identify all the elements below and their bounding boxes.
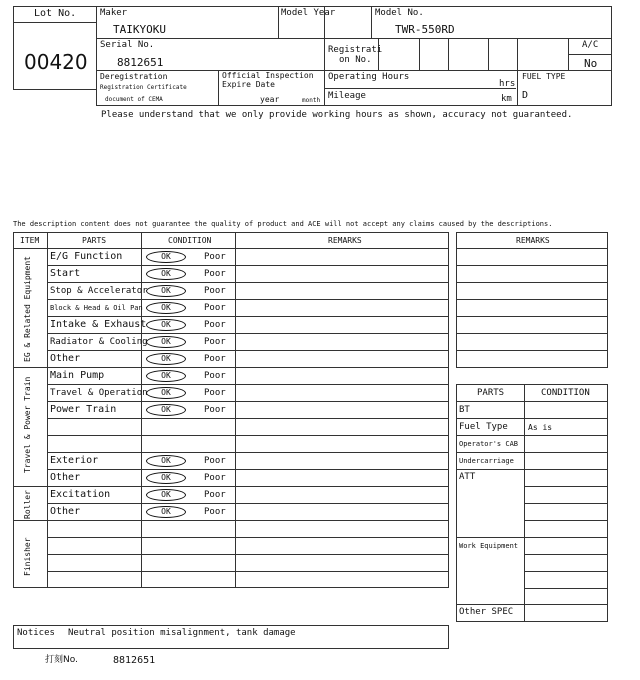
- col-condition-header: CONDITION: [168, 236, 212, 245]
- hrs-label: hrs: [499, 79, 516, 89]
- poor-option: Poor: [204, 252, 226, 262]
- registration-label-1: Registrati: [328, 45, 383, 55]
- right-part-bt: BT: [459, 405, 470, 415]
- part-label: Other: [50, 353, 81, 364]
- ok-selected: OK: [146, 506, 186, 518]
- disclaimer: The description content does not guarantee the quality of product and ACE will not accept any claims caused by the descriptions.: [13, 220, 553, 228]
- poor-option: Poor: [204, 507, 226, 517]
- stamp-label: 打刻No.: [45, 655, 78, 665]
- ac-label: A/C: [582, 40, 599, 50]
- model-no-label: Model No.: [375, 8, 424, 18]
- ok-selected: OK: [146, 472, 186, 484]
- part-label: Excitation: [50, 489, 111, 500]
- part-label: Exterior: [50, 455, 99, 466]
- km-label: km: [501, 94, 512, 104]
- operating-hours-label: Operating Hours: [328, 72, 410, 82]
- group-label-finisher: Finisher: [23, 537, 32, 576]
- right-parts-header: PARTS: [477, 388, 505, 398]
- registration-label-2: on No.: [339, 55, 372, 65]
- hours-note: Please understand that we only provide working hours as shown, accuracy not guaranteed.: [101, 110, 573, 120]
- ok-selected: OK: [146, 404, 186, 416]
- ok-selected: OK: [146, 302, 186, 314]
- official-inspection-label-1: Official Inspection: [222, 71, 314, 80]
- model-year-label: Model Year: [281, 8, 336, 18]
- col-item-header: ITEM: [20, 236, 40, 245]
- ok-selected: OK: [146, 251, 186, 263]
- col-remarks-header: REMARKS: [328, 236, 362, 245]
- group-label-eg: EG & Related Equipment: [23, 256, 32, 362]
- poor-option: Poor: [204, 286, 226, 296]
- poor-option: Poor: [204, 473, 226, 483]
- part-label: Travel & Operation: [50, 388, 148, 398]
- part-label: Intake & Exhaust: [50, 319, 147, 330]
- maker-value: TAIKYOKU: [113, 23, 166, 36]
- right-part-undercarriage: Undercarriage: [459, 457, 514, 465]
- registration-certificate-label: Registration Certificate: [100, 84, 187, 91]
- col-parts-header: PARTS: [82, 236, 107, 245]
- mileage-label: Mileage: [328, 91, 366, 101]
- right-part-other-spec: Other SPEC: [459, 607, 514, 617]
- month-label: month: [302, 97, 321, 104]
- part-label: Start: [50, 268, 81, 279]
- ok-selected: OK: [146, 387, 186, 399]
- notices-label: Notices: [17, 628, 55, 638]
- poor-option: Poor: [204, 303, 226, 313]
- model-no-value: TWR-550RD: [395, 23, 455, 36]
- poor-option: Poor: [204, 405, 226, 415]
- poor-option: Poor: [204, 320, 226, 330]
- official-inspection-label-2: Expire Date: [222, 80, 275, 89]
- right-condition-header: CONDITION: [541, 388, 590, 398]
- year-label: year: [260, 95, 280, 104]
- serial-no-value: 8812651: [117, 56, 164, 69]
- part-label: Stop & Accelerator: [50, 286, 148, 296]
- ok-selected: OK: [146, 455, 186, 467]
- ok-selected: OK: [146, 370, 186, 382]
- fuel-type-value: D: [522, 90, 529, 101]
- part-label: Main Pump: [50, 370, 105, 381]
- document-cema-label: document of CEMA: [105, 96, 163, 103]
- poor-option: Poor: [204, 269, 226, 279]
- lot-no-label: Lot No.: [34, 8, 77, 19]
- ok-selected: OK: [146, 285, 186, 297]
- ok-selected: OK: [146, 489, 186, 501]
- part-label: Other: [50, 506, 81, 517]
- ok-selected: OK: [146, 319, 186, 331]
- part-label: Block & Head & Oil Pan: [50, 304, 143, 312]
- poor-option: Poor: [204, 456, 226, 466]
- ac-value: No: [584, 57, 598, 70]
- right-part-work-equipment: Work Equipment: [459, 542, 519, 550]
- serial-no-label: Serial No.: [100, 40, 155, 50]
- right-part-operator-cab: Operator's CAB: [459, 440, 519, 448]
- poor-option: Poor: [204, 490, 226, 500]
- group-label-travel: Travel & Power Train: [23, 376, 32, 473]
- part-label: E/G Function: [50, 251, 123, 262]
- poor-option: Poor: [204, 371, 226, 381]
- group-label-roller: Roller: [23, 490, 32, 519]
- maker-label: Maker: [100, 8, 128, 18]
- lot-no: 00420: [24, 50, 88, 74]
- poor-option: Poor: [204, 388, 226, 398]
- deregistration-label: Deregistration: [100, 72, 168, 81]
- right-part-att: ATT: [459, 472, 476, 482]
- fuel-type-label: FUEL TYPE: [522, 72, 566, 81]
- ok-selected: OK: [146, 353, 186, 365]
- poor-option: Poor: [204, 354, 226, 364]
- part-label: Radiator & Cooling: [50, 337, 148, 347]
- ok-selected: OK: [146, 268, 186, 280]
- notices-text: Neutral position misalignment, tank damage: [68, 628, 296, 638]
- right-remarks-header: REMARKS: [516, 236, 550, 245]
- stamp-value: 8812651: [113, 655, 156, 666]
- poor-option: Poor: [204, 337, 226, 347]
- ok-selected: OK: [146, 336, 186, 348]
- part-label: Other: [50, 472, 81, 483]
- right-condition-fuel-type: As is: [528, 423, 553, 432]
- part-label: Power Train: [50, 404, 117, 415]
- right-part-fuel-type: Fuel Type: [459, 422, 508, 432]
